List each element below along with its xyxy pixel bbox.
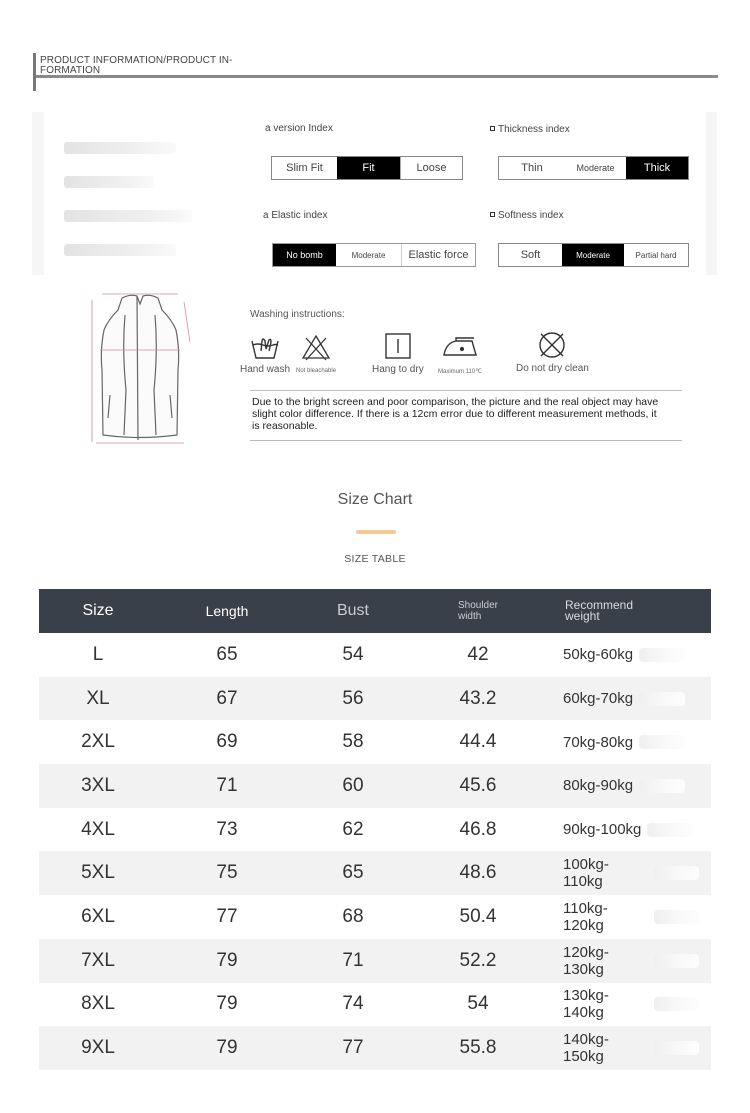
table-row [39, 764, 711, 808]
cell-shoulder-width: 42 [467, 643, 489, 665]
cell-recommend-weight: 130kg-140kg [539, 983, 699, 1027]
thickness-option-thin: Thin [521, 162, 543, 174]
cell-recommend-weight: 80kg-90kg [539, 764, 699, 808]
cell-recommend-weight: 50kg-60kg [539, 633, 699, 677]
cell-shoulder-width: 45.6 [459, 774, 497, 796]
cell-size: 9XL [81, 1037, 115, 1059]
cell-size: XL [86, 687, 110, 709]
table-header-row [39, 589, 711, 633]
cell-bust: 77 [342, 1037, 364, 1059]
section-title: PRODUCT INFORMATION/PRODUCT IN-FORMATION [40, 55, 233, 76]
cell-length: 79 [216, 949, 238, 971]
hang-dry-item: Hang to dry [372, 331, 424, 375]
table-row [39, 677, 711, 721]
bullet-square-icon [490, 126, 495, 131]
cell-recommend-weight: 70kg-80kg [539, 720, 699, 764]
iron-item: Maximum 110℃ [438, 333, 482, 375]
cell-bust: 71 [342, 949, 364, 971]
version-option-fit: Fit [337, 157, 400, 179]
elastic-option-no-bomb: No bomb [273, 244, 336, 266]
elastic-option-moderate: Moderate [336, 244, 402, 266]
table-row [39, 983, 711, 1027]
cell-size: 3XL [81, 774, 115, 796]
thickness-index-label: Thickness index [490, 124, 570, 135]
softness-option-moderate: Moderate [562, 244, 624, 266]
washing-title: Washing instructions: [250, 309, 345, 320]
thickness-index-scale [498, 156, 689, 180]
cell-length: 69 [216, 731, 238, 753]
section-header [33, 53, 718, 93]
version-option-loose: Loose [400, 157, 462, 179]
cell-recommend-weight: 100kg-110kg [539, 851, 699, 895]
elastic-option-elastic-force: Elastic force [408, 249, 469, 261]
softness-option-soft: Soft [520, 249, 541, 261]
cell-bust: 54 [342, 643, 364, 665]
color-difference-note [250, 390, 682, 442]
bullet-square-icon [490, 212, 495, 217]
hang-dry-icon [383, 331, 413, 361]
cell-size: 4XL [81, 818, 115, 840]
cell-length: 77 [216, 905, 238, 927]
column-header-shoulder-width: Shoulder width [457, 600, 499, 622]
table-row [39, 808, 711, 852]
blurred-watermark [654, 1041, 699, 1055]
note-top-divider [250, 390, 682, 391]
cell-recommend-weight: 140kg-150kg [539, 1026, 699, 1070]
column-header-size: Size [82, 602, 114, 619]
version-option-slim-fit: Slim Fit [286, 162, 323, 174]
header-accent-bar [33, 53, 36, 91]
column-header-length: Length [205, 603, 249, 619]
cell-size: 8XL [81, 993, 115, 1015]
cell-bust: 65 [342, 862, 364, 884]
size-chart-title: Size Chart [337, 491, 413, 508]
cell-shoulder-width: 50.4 [459, 905, 497, 927]
cell-bust: 56 [342, 687, 364, 709]
cell-bust: 68 [342, 905, 364, 927]
cell-size: L [92, 643, 104, 665]
cell-size: 5XL [81, 862, 115, 884]
blurred-product-details [64, 142, 214, 278]
cell-length: 79 [216, 993, 238, 1015]
cell-recommend-weight: 120kg-130kg [539, 939, 699, 983]
softness-option-partial-hard: Partial hard [635, 250, 677, 260]
cell-size: 2XL [81, 731, 115, 753]
blurred-watermark [639, 692, 685, 706]
note-bottom-divider [250, 440, 682, 441]
blurred-watermark [647, 823, 693, 837]
size-table-subtitle: SIZE TABLE [344, 553, 406, 565]
table-row [39, 720, 711, 764]
blurred-watermark [654, 910, 699, 924]
size-table [39, 589, 711, 1070]
blurred-watermark [654, 866, 699, 880]
cell-bust: 58 [342, 731, 364, 753]
cell-size: 7XL [81, 949, 115, 971]
blurred-watermark [639, 648, 685, 662]
no-bleach-icon [301, 333, 331, 361]
elastic-index-label: a Elastic index [263, 210, 328, 221]
cell-shoulder-width: 46.8 [459, 818, 497, 840]
thickness-option-thick: Thick [626, 157, 688, 179]
cell-shoulder-width: 48.6 [459, 862, 497, 884]
hand-wash-icon [248, 331, 282, 361]
table-row [39, 851, 711, 895]
column-header-recommend-weight: Recommend weight [564, 598, 634, 623]
elastic-index-scale [272, 243, 476, 267]
cell-shoulder-width: 43.2 [459, 687, 497, 709]
cell-shoulder-width: 55.8 [459, 1037, 497, 1059]
no-bleach-item: Not bleachable [296, 333, 336, 374]
hand-wash-item: Hand wash [240, 331, 290, 375]
blurred-watermark [654, 997, 699, 1011]
table-row [39, 633, 711, 677]
cell-size: 6XL [81, 905, 115, 927]
note-text: Due to the bright screen and poor comparison, the picture and the real object may have slight color difference. If there is a 12cm error due to different measurement methods, it is reasonable. [252, 396, 659, 432]
blurred-watermark [654, 954, 699, 968]
no-dry-clean-icon [536, 330, 568, 360]
cell-length: 71 [216, 774, 238, 796]
size-chart-accent-bar [356, 530, 396, 534]
iron-icon [440, 333, 480, 361]
cell-recommend-weight: 90kg-100kg [539, 808, 699, 852]
cell-bust: 62 [342, 818, 364, 840]
cell-shoulder-width: 44.4 [459, 731, 497, 753]
table-body [39, 633, 711, 1070]
version-index-scale [271, 156, 463, 180]
blurred-watermark [639, 735, 685, 749]
softness-index-label: Softness index [490, 210, 564, 221]
vest-sketch-icon [80, 290, 200, 448]
cell-length: 67 [216, 687, 238, 709]
table-row [39, 939, 711, 983]
cell-recommend-weight: 60kg-70kg [539, 677, 699, 721]
no-dry-clean-item: Do not dry clean [516, 330, 589, 374]
cell-length: 79 [216, 1037, 238, 1059]
thickness-option-moderate: Moderate [576, 163, 615, 173]
vest-measurement-diagram [80, 290, 200, 448]
column-header-bust: Bust [336, 602, 369, 619]
cell-shoulder-width: 54 [467, 993, 489, 1015]
table-row [39, 895, 711, 939]
cell-recommend-weight: 110kg-120kg [539, 895, 699, 939]
blurred-watermark [639, 779, 685, 793]
version-index-label: a version Index [265, 123, 333, 134]
cell-shoulder-width: 52.2 [459, 949, 497, 971]
cell-length: 65 [216, 643, 238, 665]
softness-index-scale [498, 243, 689, 267]
cell-length: 73 [216, 818, 238, 840]
cell-bust: 60 [342, 774, 364, 796]
cell-bust: 74 [342, 993, 364, 1015]
cell-length: 75 [216, 862, 238, 884]
table-row [39, 1026, 711, 1070]
